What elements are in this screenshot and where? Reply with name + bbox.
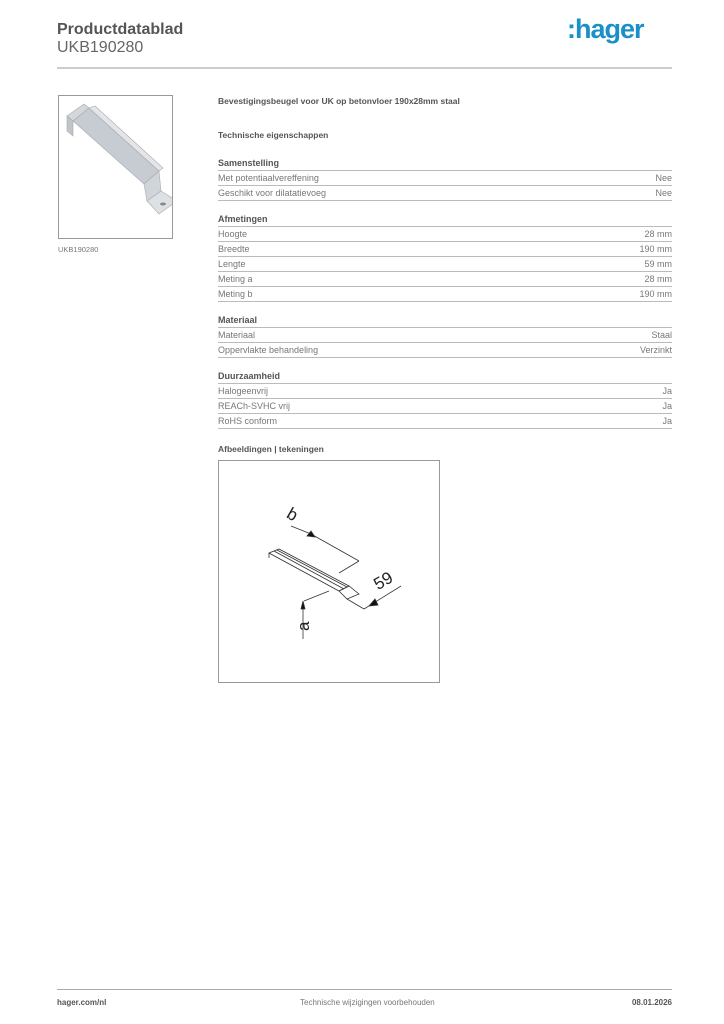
property-row	[218, 414, 672, 429]
footer-date: 08.01.2026	[631, 998, 672, 1007]
property-row	[218, 227, 672, 242]
property-row	[218, 328, 672, 343]
property-row	[218, 242, 672, 257]
property-value: 59 mm	[644, 259, 672, 269]
section-title: Afmetingen	[218, 212, 672, 227]
property-row	[218, 399, 672, 414]
property-value: Verzinkt	[639, 345, 672, 355]
product-description: Bevestigingsbeugel voor UK op betonvloer 190x28mm staal	[218, 96, 460, 106]
property-label: Met potentiaalvereffening	[218, 173, 319, 183]
product-details	[218, 96, 672, 683]
dim-label-a: a	[294, 621, 313, 631]
header-divider	[57, 67, 672, 69]
property-label: Meting a	[218, 274, 253, 284]
property-value: Ja	[662, 386, 672, 396]
property-row	[218, 272, 672, 287]
property-value: Nee	[655, 173, 672, 183]
section-title: Materiaal	[218, 313, 672, 328]
page-title: Productdatablad	[57, 21, 184, 38]
property-value: 28 mm	[644, 229, 672, 239]
section-title: Samenstelling	[218, 156, 672, 171]
footer-website[interactable]: hager.com/nl	[57, 998, 107, 1007]
section-gap	[218, 302, 672, 313]
property-value: Ja	[662, 401, 672, 411]
footer-divider	[57, 989, 672, 990]
property-label: Halogeenvrij	[218, 386, 269, 396]
footer-note: Technische wijzigingen voorbehouden	[300, 998, 435, 1007]
dimension-drawing	[218, 460, 440, 683]
property-value: 190 mm	[639, 244, 672, 254]
product-code: UKB190280	[57, 39, 144, 56]
property-value: 190 mm	[639, 289, 672, 299]
section-gap	[218, 201, 672, 212]
property-label: Materiaal	[218, 330, 256, 340]
property-label: Geschikt voor dilatatievoeg	[218, 188, 327, 198]
property-label: Lengte	[218, 259, 246, 269]
property-value: Ja	[662, 416, 672, 426]
drawings-heading: Afbeeldingen | tekeningen	[218, 444, 324, 454]
image-caption: UKB190280	[58, 245, 99, 254]
property-value: 28 mm	[644, 274, 672, 284]
property-value: Staal	[651, 330, 672, 340]
section-gap	[218, 358, 672, 369]
property-label: Hoogte	[218, 229, 248, 239]
hager-logo: :hager	[567, 14, 644, 44]
property-row	[218, 384, 672, 399]
tech-heading: Technische eigenschappen	[218, 130, 329, 140]
property-row	[218, 186, 672, 201]
dim-label-59: 59	[370, 567, 397, 594]
product-image	[58, 95, 173, 239]
property-row	[218, 171, 672, 186]
property-label: RoHS conform	[218, 416, 278, 426]
section-title: Duurzaamheid	[218, 369, 672, 384]
property-row	[218, 287, 672, 302]
property-label: Breedte	[218, 244, 250, 254]
property-row	[218, 343, 672, 358]
property-label: REACh-SVHC vrij	[218, 401, 291, 411]
property-row	[218, 257, 672, 272]
property-label: Meting b	[218, 289, 253, 299]
property-label: Oppervlakte behandeling	[218, 345, 319, 355]
property-value: Nee	[655, 188, 672, 198]
dim-label-b: b	[283, 503, 302, 526]
